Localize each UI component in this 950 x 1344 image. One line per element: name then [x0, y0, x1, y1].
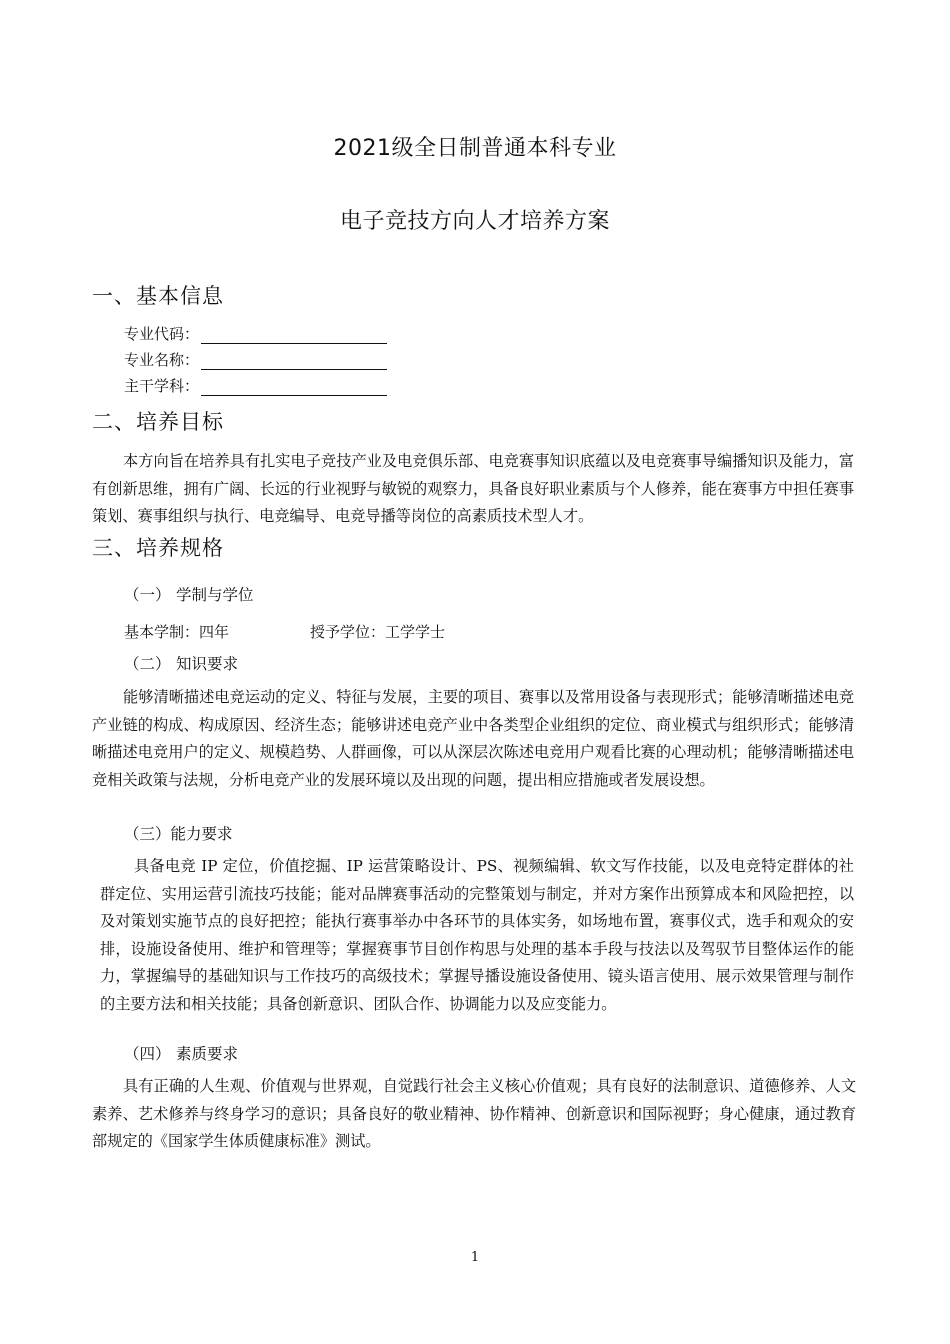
ability-paragraph: 具备电竞 IP 定位，价值挖掘、IP 运营策略设计、PS、视频编辑、软文写作技能，以及电竞特定群体的社群定位、实用运营引流技巧技能；能对品牌赛事活动的完整策划与制定，并对方案作出预算成本和风险把控，以及对策划实施节点的良好把控；能执行赛事举办中各环节的具体实务，如场地布置，赛事仪式，选手和观众的安排，设施设备使用、维护和管理等；掌握赛事节目创作构思与处理的基本手段与技法以及驾驭节目整体运作的能力，掌握编导的基础知识与工作技巧的高级技术；掌握导播设施设备使用、镜头语言使用、展示效果管理与制作的主要方法和相关技能；具备创新意识、团队合作、协调能力以及应变能力。 — [100, 857, 854, 1013]
document-subtitle: 电子竞技方向人才培养方案 — [339, 209, 610, 234]
quality-paragraph: 具有正确的人生观、价值观与世界观，自觉践行社会主义核心价值观；具有良好的法制意识、道德修养、人文素养、艺术修养与终身学习的意识；具备良好的敬业精神、协作精神、创新意识和国际视野；身心健康，通过教育部规定的《国家学生体质健康标准》测试。 — [92, 1077, 856, 1150]
subheading-ability: （三）能力要求 — [124, 825, 233, 843]
field-label: 主干学科： — [124, 377, 200, 395]
field-major-name — [124, 350, 387, 370]
subheading-label: 素质要求 — [176, 1045, 239, 1063]
subheading-label: 学制与学位 — [176, 586, 254, 604]
blank-line — [201, 355, 387, 370]
subheading-quality — [124, 1042, 238, 1064]
document-title: 2021级全日制普通本科专业 — [333, 136, 617, 161]
subheading-number: （二） — [124, 655, 171, 673]
degree-awarded: 授予学位：工学学士 — [310, 623, 446, 641]
subheading-knowledge — [124, 652, 238, 674]
subheading-number: （一） — [124, 586, 171, 604]
study-length: 基本学制：四年 — [124, 623, 230, 641]
objectives-paragraph: 本方向旨在培养具有扎实电子竞技产业及电竞俱乐部、电竞赛事知识底蕴以及电竞赛事导编播知识及能力，富有创新思维，拥有广阔、长远的行业视野与敏锐的观察力，具备良好职业素质与个人修养，能在赛事方中担任赛事策划、赛事组织与执行、电竞编导、电竞导播等岗位的高素质技术型人才。 — [92, 452, 854, 525]
subheading-label: 知识要求 — [176, 655, 239, 673]
blank-line — [201, 381, 387, 396]
field-major-code — [124, 324, 387, 344]
section-heading-specs: 三、培养规格 — [92, 536, 224, 560]
subheading-number: （四） — [124, 1045, 171, 1063]
field-main-discipline — [124, 376, 387, 396]
field-label: 专业名称： — [124, 351, 200, 369]
subheading-duration-degree — [124, 583, 254, 605]
knowledge-paragraph: 能够清晰描述电竞运动的定义、特征与发展，主要的项目、赛事以及常用设备与表现形式；能够清晰描述电竞产业链的构成、构成原因、经济生态；能够讲述电竞产业中各类型企业组织的定位、商业模式与组织形式；能够清晰描述电竞用户的定义、规模趋势、人群画像，可以从深层次陈述电竞用户观看比赛的心理动机；能够清晰描述电竞相关政策与法规，分析电竞产业的发展环境以及出现的问题，提出相应措施或者发展设想。 — [92, 688, 854, 789]
field-label: 专业代码： — [124, 325, 200, 343]
blank-line — [201, 329, 387, 344]
section-heading-objectives: 二、培养目标 — [92, 410, 224, 434]
section-heading-basic-info: 一、基本信息 — [92, 284, 224, 308]
page-number: 1 — [470, 1250, 480, 1265]
